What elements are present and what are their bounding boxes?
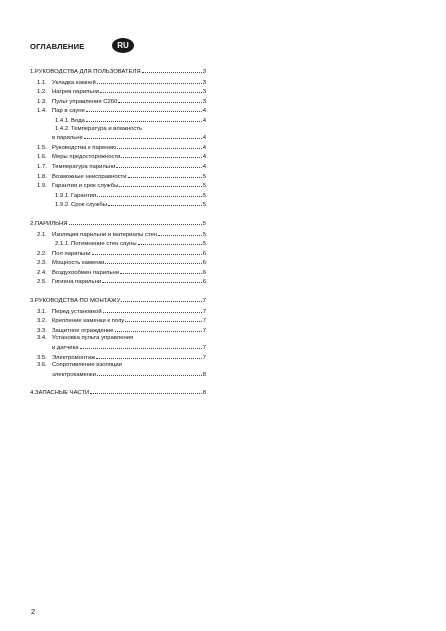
- toc-entry-3[interactable]: [30, 296, 206, 306]
- toc-page: 4: [202, 117, 206, 124]
- toc-page: 4: [202, 163, 206, 170]
- toc-entry-3-2[interactable]: [30, 316, 206, 326]
- toc-label: Перед установкой: [52, 308, 102, 315]
- toc-label: Потемнение стен сауны: [71, 241, 137, 248]
- toc-page: 5: [202, 231, 206, 238]
- toc-entry-1-1[interactable]: [30, 78, 206, 88]
- toc-label: Нагрев парильни: [52, 89, 100, 96]
- toc-page: 6: [202, 260, 206, 267]
- toc-number: 4.: [30, 390, 35, 397]
- toc-number: 2.2.: [37, 250, 47, 257]
- toc-number: 3.5.: [37, 354, 47, 361]
- toc-entry-3-1[interactable]: [30, 307, 206, 317]
- toc-leader-dots: [97, 370, 202, 376]
- toc-entry-1-9-2[interactable]: [30, 200, 206, 210]
- toc-number: 1.6.: [37, 154, 47, 161]
- toc-entry-2-1-1[interactable]: [30, 239, 206, 249]
- toc-label: Сопротивление изоляции: [52, 362, 122, 369]
- toc-leader-dots: [105, 258, 201, 264]
- toc-entry-1-7[interactable]: [30, 162, 206, 172]
- toc-number: 1.4.: [37, 108, 47, 115]
- toc-page: 5: [202, 202, 206, 209]
- toc-leader-dots: [121, 152, 201, 158]
- toc-entry-2-4[interactable]: [30, 268, 206, 278]
- toc-leader-dots: [80, 343, 202, 349]
- toc-label: РУКОВОДСТВА ДЛЯ ПОЛЬЗОВАТЕЛЯ: [34, 69, 141, 75]
- toc-label: Воздухообмен парильни: [52, 269, 120, 276]
- toc-page: 7: [202, 327, 206, 334]
- toc-label-continued: и датчика: [52, 345, 79, 352]
- toc-leader-dots: [69, 219, 202, 225]
- toc-label: Температура и влажность: [71, 125, 143, 132]
- toc-number: 1.9.2.: [55, 202, 70, 209]
- toc-label: ПАРИЛЬНЯ: [34, 220, 68, 227]
- toc-page: 4: [202, 135, 206, 142]
- toc-number: 1.1.: [37, 79, 47, 86]
- table-of-contents: [30, 67, 206, 407]
- toc-entry-3-6[interactable]: [30, 362, 206, 370]
- toc-leader-dots: [142, 67, 202, 73]
- toc-leader-dots: [96, 353, 202, 359]
- toc-number: 2.1.1.: [55, 241, 70, 248]
- toc-entry-3-4[interactable]: [30, 335, 206, 343]
- toc-number: 1.: [30, 69, 35, 75]
- toc-number: 1.8.: [37, 173, 47, 180]
- toc-leader-dots: [102, 277, 202, 283]
- toc-label: РУКОВОДСТВА ПО МОНТАЖУ: [34, 298, 121, 305]
- toc-number: 1.4.1.: [55, 117, 70, 124]
- toc-label: Меры предосторожности: [52, 154, 121, 161]
- toc-page: 6: [202, 269, 206, 276]
- toc-number: 2.1.: [37, 231, 47, 238]
- toc-number: 3.1.: [37, 308, 47, 315]
- toc-page: 3: [202, 79, 206, 86]
- toc-entry-1-2[interactable]: [30, 87, 206, 97]
- toc-page: 5: [202, 241, 206, 248]
- toc-leader-dots: [115, 326, 202, 332]
- toc-page: 7: [202, 345, 206, 352]
- toc-number: 3.2.: [37, 318, 47, 325]
- toc-label: Пар в сауне: [52, 108, 85, 115]
- toc-label: Гарантия и срок службы: [52, 183, 119, 190]
- toc-page: 5: [202, 220, 206, 227]
- toc-entry-3-4-continued[interactable]: [30, 343, 206, 353]
- toc-leader-dots: [125, 316, 201, 322]
- toc-entry-2[interactable]: [30, 219, 206, 229]
- toc-label: Крепление каменки к полу: [52, 318, 125, 325]
- toc-page: 8: [202, 390, 206, 397]
- toc-number: 2.3.: [37, 260, 47, 267]
- toc-leader-dots: [108, 200, 202, 206]
- toc-number: 1.3.: [37, 98, 47, 105]
- toc-label: Мощность каменки: [52, 260, 105, 267]
- toc-label: ЗАПАСНЫЕ ЧАСТИ: [34, 390, 90, 397]
- toc-leader-dots: [120, 268, 202, 274]
- language-badge: RU: [112, 38, 134, 53]
- toc-leader-dots: [128, 172, 202, 178]
- toc-number: 3.: [30, 298, 35, 305]
- toc-entry-1-4[interactable]: [30, 106, 206, 116]
- toc-leader-dots: [97, 78, 202, 84]
- toc-entry-1-4-2-continued[interactable]: [30, 133, 206, 143]
- toc-page: 5: [202, 192, 206, 199]
- toc-page: 8: [202, 371, 206, 378]
- toc-leader-dots: [119, 181, 201, 187]
- toc-label: Гарантия: [71, 192, 97, 199]
- toc-page: 5: [202, 183, 206, 190]
- toc-entry-3-6-continued[interactable]: [30, 370, 206, 380]
- page-title: ОГЛАВЛЕНИЕ: [30, 42, 85, 51]
- toc-number: 1.2.: [37, 89, 47, 96]
- toc-number: 2.5.: [37, 279, 47, 286]
- toc-leader-dots: [158, 230, 202, 236]
- toc-leader-dots: [138, 239, 202, 245]
- toc-leader-dots: [84, 133, 202, 139]
- toc-leader-dots: [118, 97, 201, 103]
- toc-label: Вода: [71, 117, 85, 124]
- toc-entry-1-9[interactable]: [30, 181, 206, 191]
- toc-entry-2-5[interactable]: [30, 277, 206, 287]
- toc-label: Возможные неисправности: [52, 173, 127, 180]
- page-header: [30, 38, 410, 58]
- toc-entry-2-2[interactable]: [30, 249, 206, 259]
- toc-page: 3: [202, 69, 206, 75]
- toc-leader-dots: [92, 249, 202, 255]
- toc-leader-dots: [116, 162, 201, 168]
- toc-entry-3-5[interactable]: [30, 353, 206, 363]
- toc-leader-dots: [117, 143, 201, 149]
- toc-page: 6: [202, 279, 206, 286]
- toc-page: 7: [202, 354, 206, 361]
- toc-label: Пульт управления C260: [52, 98, 118, 105]
- toc-section-2: [30, 219, 206, 287]
- toc-label: Защитное ограждение: [52, 327, 114, 334]
- toc-label: Срок службы: [71, 202, 108, 209]
- toc-label: Руководства к парению: [52, 144, 117, 151]
- toc-page: 7: [202, 298, 206, 305]
- toc-section-3: [30, 296, 206, 379]
- toc-entry-4[interactable]: [30, 388, 206, 398]
- toc-number: 1.7.: [37, 163, 47, 170]
- toc-leader-dots: [97, 191, 202, 197]
- toc-section-4: [30, 388, 206, 398]
- toc-number: 1.9.1.: [55, 192, 70, 199]
- toc-number: 3.6.: [37, 362, 47, 369]
- toc-label: Электромонтаж: [52, 354, 96, 361]
- toc-number: 3.3.: [37, 327, 47, 334]
- toc-label: Температура парильни: [52, 163, 116, 170]
- toc-label: Изоляция парильни и материалы стен: [52, 231, 158, 238]
- toc-label-continued: в парильне: [52, 135, 83, 142]
- toc-page: 3: [202, 89, 206, 96]
- toc-entry-2-3[interactable]: [30, 258, 206, 268]
- toc-number: 3.4.: [37, 335, 47, 342]
- toc-page: 5: [202, 173, 206, 180]
- toc-number: 1.5.: [37, 144, 47, 151]
- toc-leader-dots: [103, 307, 202, 313]
- toc-page: 6: [202, 250, 206, 257]
- toc-entry-1-5[interactable]: [30, 143, 206, 153]
- toc-page: 4: [202, 108, 206, 115]
- toc-page: 3: [202, 98, 206, 105]
- toc-page: 4: [202, 154, 206, 161]
- toc-label: Укладка камней: [52, 79, 96, 86]
- toc-leader-dots: [90, 388, 201, 394]
- toc-leader-dots: [86, 116, 202, 122]
- toc-entry-1-8[interactable]: [30, 172, 206, 182]
- toc-entry-1-4-2[interactable]: [30, 126, 206, 134]
- page-number: 2: [31, 607, 36, 616]
- toc-leader-dots: [121, 296, 201, 302]
- toc-label: Пол парильни: [52, 250, 91, 257]
- toc-section-1: [30, 67, 206, 210]
- toc-entry-1-3[interactable]: [30, 97, 206, 107]
- toc-number: 2.4.: [37, 269, 47, 276]
- toc-page: 7: [202, 318, 206, 325]
- toc-number: 1.9.: [37, 183, 47, 190]
- toc-entry-3-3[interactable]: [30, 326, 206, 336]
- toc-number: 2.: [30, 220, 35, 227]
- toc-page: 7: [202, 308, 206, 315]
- toc-entry-1-4-1[interactable]: [30, 116, 206, 126]
- toc-number: 1.4.2.: [55, 125, 70, 132]
- toc-entry-1[interactable]: [30, 67, 206, 77]
- toc-entry-2-1[interactable]: [30, 230, 206, 240]
- toc-label: Гигиена парильни: [52, 279, 102, 286]
- toc-label-continued: электрокаменки: [52, 371, 96, 378]
- toc-entry-1-6[interactable]: [30, 152, 206, 162]
- toc-label: Установка пульта управления: [52, 335, 134, 342]
- toc-entry-1-9-1[interactable]: [30, 191, 206, 201]
- toc-leader-dots: [86, 106, 202, 112]
- toc-leader-dots: [100, 87, 202, 93]
- toc-page: 4: [202, 144, 206, 151]
